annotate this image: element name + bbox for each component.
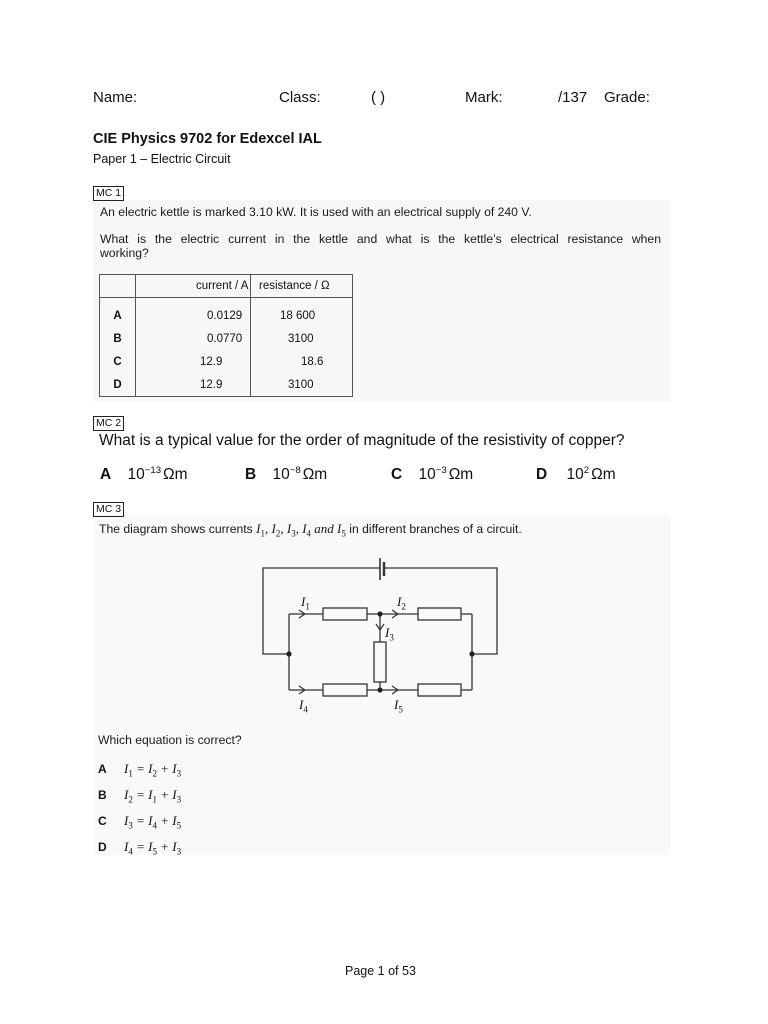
label-i4: $I_4$ — [299, 697, 308, 715]
table-cell: 18.6 — [251, 350, 353, 373]
mc1-stem: An electric kettle is marked 3.10 kW. It is used with an electrical supply of 240 V. — [100, 205, 532, 219]
table-cell: 3100 — [251, 327, 353, 350]
label-i1: $I_1$ — [301, 594, 310, 612]
mc3-stem-pre: The diagram shows currents — [99, 522, 257, 536]
mc3-option-c: C $I_3 = I_4 + I_5$ — [98, 813, 182, 831]
table-cell: 3100 — [251, 373, 353, 397]
option-letter: B — [98, 788, 107, 802]
junction-dot — [377, 687, 382, 692]
option-letter: C — [391, 466, 403, 484]
mc3-question: Which equation is correct? — [98, 733, 242, 747]
mc1-label: MC 1 — [93, 186, 124, 201]
mark-label: Mark: — [465, 89, 503, 106]
option-exponent: −13 — [144, 465, 162, 476]
resistor-bottom-left — [323, 684, 367, 696]
table-cell: D — [100, 373, 136, 397]
mc3-option-a: A $I_1 = I_2 + I_3$ — [98, 761, 182, 779]
option-letter: C — [98, 814, 107, 828]
label-i3: $I_3$ — [385, 625, 394, 643]
resistor-middle — [374, 642, 386, 682]
class-label: Class: — [279, 89, 321, 106]
eq-r2-index: 3 — [176, 846, 182, 857]
table-header-cell: resistance / Ω — [251, 275, 353, 298]
resistor-bottom-right — [418, 684, 461, 696]
eq-lhs-index: 3 — [128, 820, 133, 831]
junction-dot — [469, 651, 474, 656]
eq-r2-index: 3 — [176, 768, 182, 779]
eq-lhs-index: 1 — [128, 768, 133, 779]
option-unit: Ωm — [591, 466, 616, 484]
table-cell: 12.9 — [136, 350, 251, 373]
option-exponent: −8 — [289, 465, 301, 476]
mark-total: /137 — [558, 89, 588, 106]
grade-label: Grade: — [604, 89, 650, 106]
option-exponent: −3 — [435, 465, 447, 476]
class-paren: ( ) — [371, 89, 386, 106]
eq-lhs-index: 2 — [128, 794, 133, 805]
option-base: 10 — [127, 466, 145, 484]
table-cell: 0.0129 — [136, 298, 251, 328]
option-base: 10 — [566, 466, 584, 484]
table-header-cell: current / A — [136, 275, 251, 298]
eq-lhs-index: 4 — [128, 846, 133, 857]
option-letter: A — [100, 466, 112, 484]
mc3-option-b: B $I_2 = I_1 + I_3$ — [98, 787, 182, 805]
page-number: Page 1 of 53 — [345, 964, 416, 978]
junction-dot — [286, 651, 291, 656]
eq-r1-index: 5 — [152, 846, 157, 857]
label-i5: $I_5$ — [394, 697, 403, 715]
option-letter: B — [245, 466, 257, 484]
table-cell: 0.0770 — [136, 327, 251, 350]
document-title: CIE Physics 9702 for Edexcel IAL — [93, 131, 322, 147]
option-base: 10 — [418, 466, 436, 484]
table-cell: A — [100, 298, 136, 328]
mc3-stem-post: in different branches of a circuit. — [345, 522, 522, 536]
mc1-question-line2: working? — [100, 246, 149, 260]
option-unit: Ωm — [448, 466, 474, 484]
eq-r1-index: 1 — [152, 794, 157, 805]
option-base: 10 — [272, 466, 290, 484]
name-label: Name: — [93, 89, 138, 106]
option-exponent: 2 — [583, 465, 590, 476]
option-unit: Ωm — [302, 466, 328, 484]
eq-r2-index: 5 — [176, 820, 182, 831]
mc1-question-line1: What is the electric current in the kettle and what is the kettle’s electrical resistance when — [100, 232, 661, 246]
junction-dot — [377, 611, 382, 616]
mc2-stem: What is a typical value for the order of magnitude of the resistivity of copper? — [99, 432, 625, 449]
option-letter: A — [98, 762, 107, 776]
document-subtitle: Paper 1 – Electric Circuit — [93, 152, 231, 166]
table-cell: B — [100, 327, 136, 350]
mc3-option-d: D $I_4 = I_5 + I_3$ — [98, 839, 182, 857]
resistor-top-right — [418, 608, 461, 620]
table-cell: 18 600 — [251, 298, 353, 328]
table-cell: 12.9 — [136, 373, 251, 397]
table-cell: C — [100, 350, 136, 373]
eq-r2-index: 3 — [176, 794, 182, 805]
label-i2: $I_2$ — [397, 594, 406, 612]
option-unit: Ωm — [163, 466, 188, 484]
mc3-currents: $I_1$, $I_2$, $I_3$, $I_4$ and $I_5$ — [256, 521, 346, 539]
mc3-label: MC 3 — [93, 502, 124, 517]
resistor-top-left — [323, 608, 367, 620]
eq-r1-index: 4 — [152, 820, 157, 831]
option-letter: D — [98, 840, 107, 854]
mc2-label: MC 2 — [93, 416, 124, 431]
eq-r1-index: 2 — [152, 768, 157, 779]
option-letter: D — [536, 466, 548, 484]
